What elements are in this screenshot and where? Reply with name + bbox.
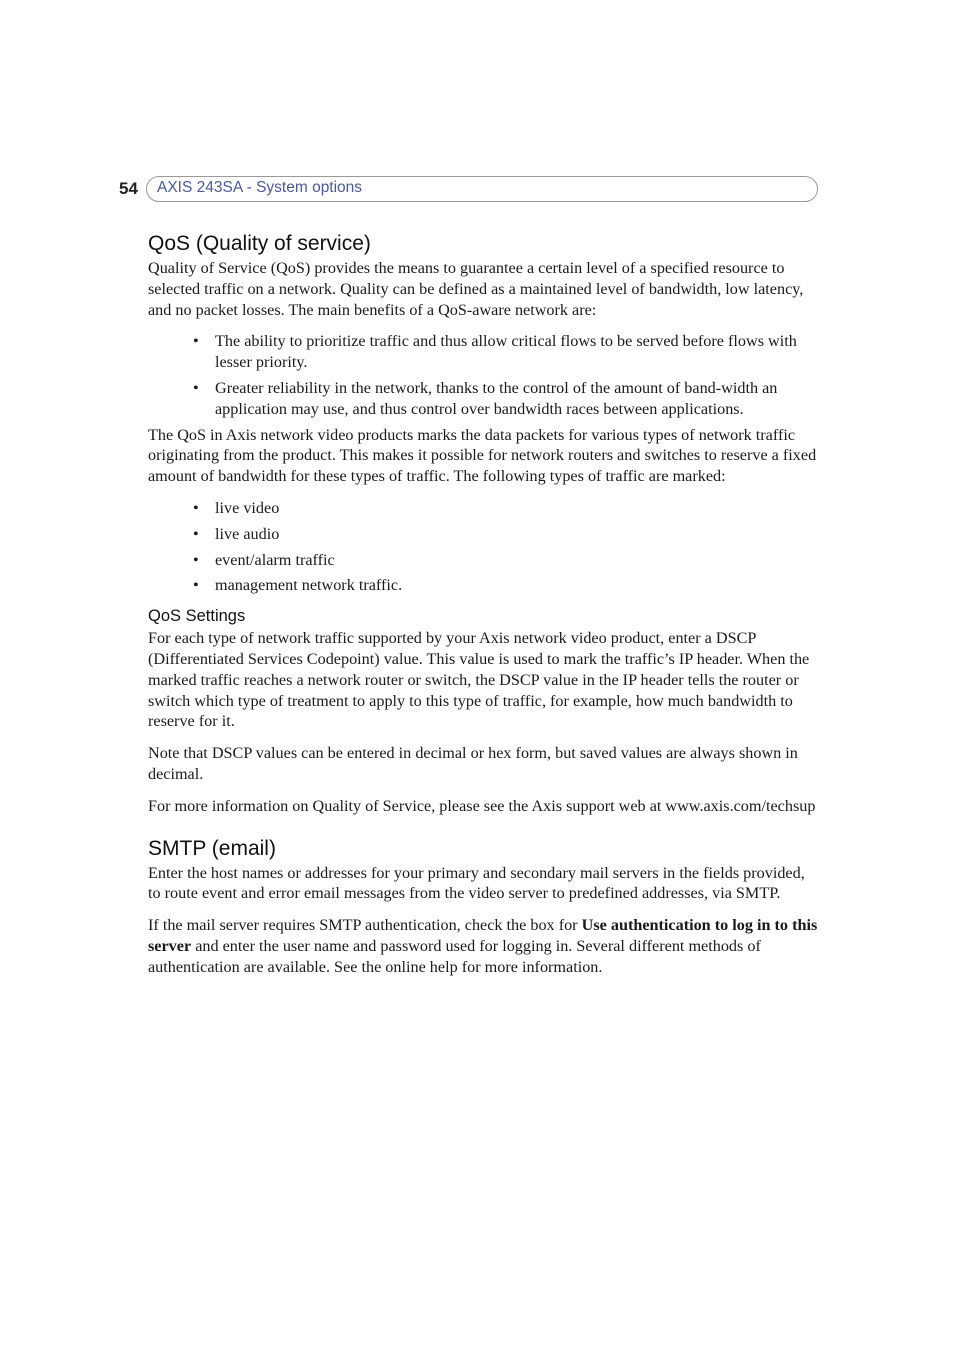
qos-traffic-types-list	[148, 498, 818, 596]
list-item: • Greater reliability in the network, thanks to the control of the amount of band-width an application may use, and thus control over bandwidth races between applications.	[215, 378, 818, 420]
list-item: • management network traffic.	[215, 575, 818, 596]
smtp-intro-paragraph: Enter the host names or addresses for your primary and secondary mail servers in the fields provided, to route event and error email messages from the video server to predefined addresses, via SMTP.	[148, 863, 805, 903]
qos-settings-heading: QoS Settings	[148, 607, 246, 626]
list-item: • The ability to prioritize traffic and thus allow critical flows to be served before flows with lesser priority.	[215, 331, 818, 373]
use-authentication-option-name: Use authentication to log in to this server	[148, 916, 818, 955]
smtp-auth-paragraph	[148, 915, 818, 977]
running-header-title: AXIS 243SA - System options	[157, 179, 363, 196]
list-item: • live audio	[215, 524, 818, 545]
list-item: • live video	[215, 498, 818, 519]
qos-more-info-paragraph: For more information on Quality of Service, please see the Axis support web at www.axis.com/techsup	[148, 796, 816, 815]
qos-heading: QoS (Quality of service)	[148, 232, 371, 255]
smtp-auth-text-before: If the mail server requires SMTP authentication, check the box for	[148, 916, 582, 935]
smtp-heading: SMTP (email)	[148, 836, 276, 860]
qos-marking-paragraph: The QoS in Axis network video products marks the data packets for various types of network traffic originating from the product. This makes it possible for network routers and switches to reserve a fixed amount of bandwidth for these types of traffic. The following types of traffic are marked:	[148, 425, 817, 486]
running-header	[146, 176, 818, 202]
list-item: • event/alarm traffic	[215, 550, 818, 571]
page-number: 54	[119, 179, 138, 198]
dscp-note-paragraph: Note that DSCP values can be entered in decimal or hex form, but saved values are always shown in decimal.	[148, 744, 798, 783]
smtp-auth-text-after: and enter the user name and password used for logging in. Several different methods of authentication are available. See the online help for more information.	[148, 936, 761, 976]
qos-intro-paragraph: Quality of Service (QoS) provides the means to guarantee a certain level of a specified resource to selected traffic on a network. Quality can be defined as a maintained level of bandwidth, low latency, and no packet losses. The main benefits of a QoS-aware network are:	[148, 259, 804, 319]
qos-settings-paragraph: For each type of network traffic supported by your Axis network video product, enter a DSCP (Differentiated Services Codepoint) value. This value is used to mark the traffic’s IP header. When the marked traffic reaches a network router or switch, the DSCP value in the IP header tells the router or switch which type of treatment to apply to this type of traffic, for example, how much bandwidth to reserve for it.	[148, 629, 810, 731]
page-content	[148, 230, 818, 978]
qos-benefits-list	[148, 331, 818, 419]
